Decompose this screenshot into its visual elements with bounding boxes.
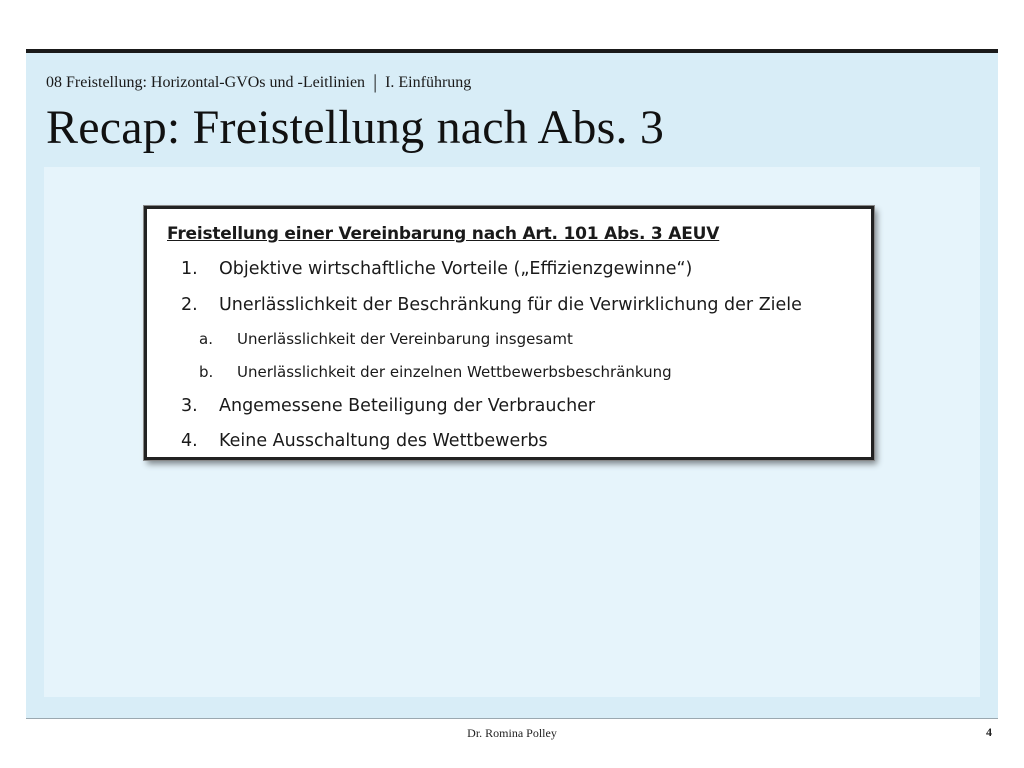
footer-author: Dr. Romina Polley xyxy=(467,726,557,740)
item-number: 2. xyxy=(181,295,198,315)
item-text: Unerlässlichkeit der Beschränkung für die Verwirklichung der Ziele xyxy=(219,295,802,315)
criteria-box xyxy=(144,206,874,460)
page-number: 4 xyxy=(986,725,992,739)
breadcrumb xyxy=(46,70,471,93)
item-text: Angemessene Beteiligung der Verbraucher xyxy=(219,396,596,416)
breadcrumb-separator: | xyxy=(373,71,378,93)
criteria-heading: Freistellung einer Vereinbarung nach Art. 101 Abs. 3 AEUV xyxy=(167,224,720,244)
item-number: 3. xyxy=(181,396,198,416)
subitem-letter: a. xyxy=(199,330,213,348)
item-text: Keine Ausschaltung des Wettbewerbs xyxy=(219,431,548,451)
breadcrumb-section: 08 Freistellung: Horizontal-GVOs und -Leitlinien xyxy=(46,74,366,91)
subitem-letter: b. xyxy=(199,363,214,381)
item-number: 4. xyxy=(181,431,198,451)
item-number: 1. xyxy=(181,259,198,279)
footer-rule xyxy=(26,718,998,719)
breadcrumb-chapter: I. Einführung xyxy=(385,74,472,91)
page-title: Recap: Freistellung nach Abs. 3 xyxy=(46,101,665,154)
subitem-text: Unerlässlichkeit der Vereinbarung insgesamt xyxy=(237,330,573,348)
item-text: Objektive wirtschaftliche Vorteile („Effizienzgewinne“) xyxy=(219,259,693,279)
subitem-text: Unerlässlichkeit der einzelnen Wettbewerbsbeschränkung xyxy=(237,363,672,381)
